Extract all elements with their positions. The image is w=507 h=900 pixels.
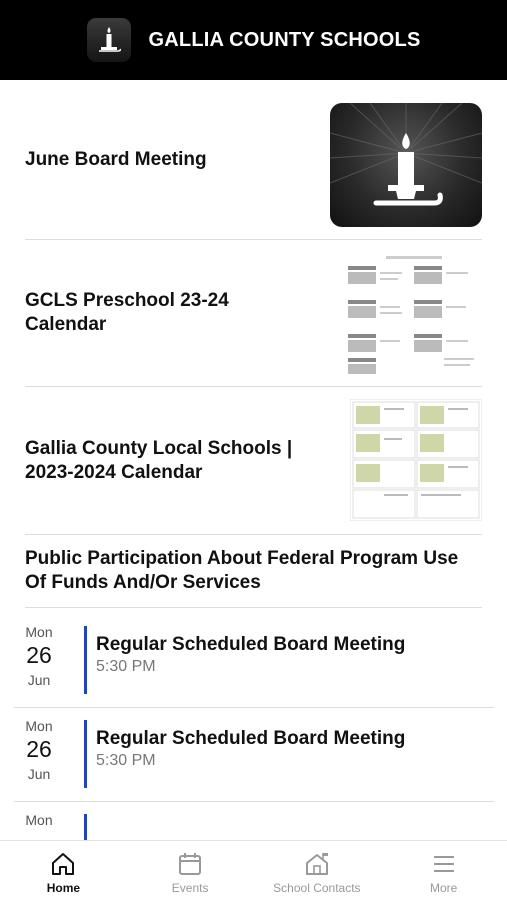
- candle-icon: [87, 18, 131, 62]
- news-title: Public Participation About Federal Program Use Of Funds And/Or Services: [25, 548, 459, 593]
- event-title: Regular Scheduled Board Meeting: [96, 634, 406, 655]
- app-title: GALLIA COUNTY SCHOOLS: [148, 28, 421, 51]
- home-feed[interactable]: [0, 80, 507, 840]
- candle-logo-thumbnail: [330, 103, 482, 227]
- calendar-icon: [177, 851, 203, 877]
- tab-home[interactable]: [0, 841, 127, 900]
- event-month: Jun: [27, 766, 51, 782]
- news-title: Gallia County Local Schools | 2023-2024 Calendar: [25, 437, 293, 483]
- event-item[interactable]: [14, 708, 494, 802]
- news-item[interactable]: [25, 80, 482, 240]
- tab-label: School Contacts: [273, 881, 361, 895]
- event-item[interactable]: [14, 614, 494, 708]
- news-item[interactable]: [25, 387, 482, 535]
- news-title: GCLS Preschool 23-24 Calendar: [25, 290, 229, 335]
- event-accent-bar: [84, 720, 87, 788]
- news-title: June Board Meeting: [25, 148, 207, 170]
- tab-label: More: [429, 881, 458, 895]
- event-weekday: Mon: [25, 812, 53, 828]
- calendar-document-thumbnail: [346, 252, 482, 376]
- event-day: 26: [26, 642, 52, 668]
- event-weekday: Mon: [25, 718, 53, 734]
- news-item[interactable]: [25, 535, 482, 608]
- event-time: 5:30 PM: [96, 658, 156, 675]
- event-accent-bar: [84, 814, 87, 840]
- tab-more[interactable]: [380, 841, 507, 900]
- event-accent-bar: [84, 626, 87, 694]
- event-weekday: Mon: [25, 624, 53, 640]
- calendar-document-thumbnail: [350, 399, 482, 521]
- event-item[interactable]: [14, 802, 494, 840]
- menu-icon: [431, 851, 457, 877]
- event-time: 5:30 PM: [96, 752, 156, 769]
- tab-events[interactable]: [127, 841, 254, 900]
- bottom-tab-bar: [0, 840, 507, 900]
- news-item[interactable]: [25, 240, 482, 387]
- tab-label: Home: [46, 881, 81, 895]
- school-icon: [304, 851, 330, 877]
- event-month: Jun: [27, 672, 51, 688]
- tab-label: Events: [171, 881, 209, 895]
- event-title: Regular Scheduled Board Meeting: [96, 728, 406, 749]
- home-icon: [50, 851, 76, 877]
- event-day: 26: [26, 736, 52, 762]
- tab-school-contacts[interactable]: [254, 841, 381, 900]
- app-header: [0, 0, 507, 80]
